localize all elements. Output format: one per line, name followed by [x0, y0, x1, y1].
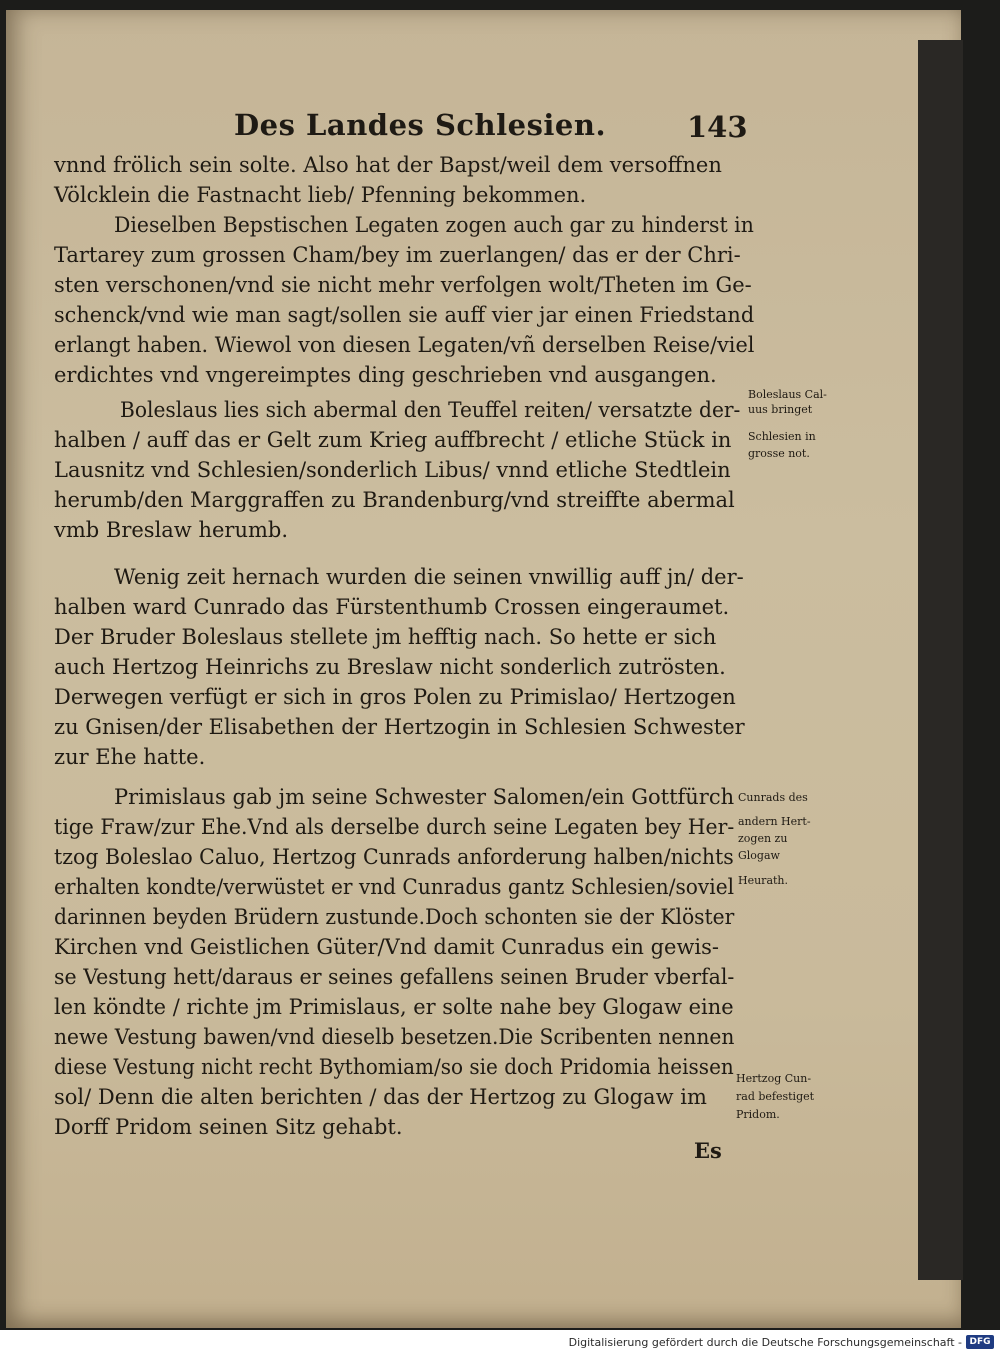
body-line: se Vestung hett/daraus er seines gefallens seinen Bruder vberfal-: [54, 965, 735, 989]
body-line: diese Vestung nicht recht Bythomiam/so sie doch Pridomia heissen: [54, 1055, 734, 1079]
page-number: 143: [687, 110, 748, 144]
body-line: erhalten kondte/verwüstet er vnd Cunradus gantz Schlesien/soviel: [54, 875, 735, 899]
body-line: Boleslaus lies sich abermal den Teuffel reiten/ versatzte der-: [120, 398, 741, 422]
body-line: Wenig zeit hernach wurden die seinen vnwillig auff jn/ der-: [114, 565, 744, 589]
body-line: vmb Breslaw herumb.: [54, 518, 289, 542]
dfg-logo[interactable]: DFG: [966, 1335, 994, 1349]
body-line: sten verschonen/vnd sie nicht mehr verfolgen wolt/Theten im Ge-: [54, 273, 752, 297]
body-line: tige Fraw/zur Ehe.Vnd als derselbe durch seine Legaten bey Her-: [54, 815, 735, 839]
body-line: sol/ Denn die alten berichten / das der Hertzog zu Glogaw im: [54, 1085, 707, 1109]
funding-credit: Digitalisierung gefördert durch die Deutsche Forschungsgemeinschaft -: [568, 1336, 962, 1349]
body-line: erlangt haben. Wiewol von diesen Legaten/vñ derselben Reise/viel: [54, 333, 755, 357]
marginal-note-line: Pridom.: [736, 1108, 780, 1121]
body-line: zur Ehe hatte.: [54, 745, 206, 769]
body-line: Der Bruder Boleslaus stellete jm hefftig nach. So hette er sich: [54, 625, 717, 649]
body-line: schenck/vnd wie man sagt/sollen sie auff vier jar einen Friedstand: [54, 303, 755, 327]
body-line: Völcklein die Fastnacht lieb/ Pfenning bekommen.: [54, 183, 587, 207]
marginal-note-line: Cunrads des: [738, 791, 808, 804]
body-line: Primislaus gab jm seine Schwester Salomen/ein Gottfürch: [114, 785, 735, 809]
marginal-note-line: andern Hert-: [738, 815, 811, 828]
footer-bar: [0, 1330, 1000, 1354]
marginal-note-line: Boleslaus Cal-: [748, 388, 827, 401]
running-head: Des Landes Schlesien.: [234, 108, 607, 142]
body-line: Lausnitz vnd Schlesien/sonderlich Libus/ vnnd etliche Stedtlein: [54, 458, 731, 482]
body-line: erdichtes vnd vngereimptes ding geschrieben vnd ausgangen.: [54, 363, 717, 387]
body-line: herumb/den Marggraffen zu Brandenburg/vnd streiffte abermal: [54, 488, 735, 512]
body-line: auch Hertzog Heinrichs zu Breslaw nicht sonderlich zutrösten.: [54, 655, 726, 679]
body-line: Tartarey zum grossen Cham/bey im zuerlangen/ das er der Chri-: [54, 243, 741, 267]
marginal-note-line: Glogaw: [738, 849, 780, 862]
marginal-note-line: grosse not.: [748, 447, 810, 460]
body-line: halben ward Cunrado das Fürstenthumb Crossen eingeraumet.: [54, 595, 730, 619]
body-line: newe Vestung bawen/vnd dieselb besetzen.Die Scribenten nennen: [54, 1025, 735, 1049]
marginal-note-line: uus bringet: [748, 403, 813, 416]
marginal-note-line: Heurath.: [738, 874, 789, 887]
marginal-note-line: Schlesien in: [748, 430, 816, 443]
body-line: Dorff Pridom seinen Sitz gehabt.: [54, 1115, 403, 1139]
body-line: vnnd frölich sein solte. Also hat der Bapst/weil dem versoffnen: [54, 153, 722, 177]
page-edge-shadow: [918, 40, 963, 1280]
body-line: zu Gnisen/der Elisabethen der Hertzogin in Schlesien Schwester: [54, 715, 745, 739]
body-line: len köndte / richte jm Primislaus, er solte nahe bey Glogaw eine: [54, 995, 734, 1019]
marginal-note-line: Hertzog Cun-: [736, 1072, 812, 1085]
body-line: halben / auff das er Gelt zum Krieg auffbrecht / etliche Stück in: [54, 428, 732, 452]
book-page: [6, 10, 961, 1328]
body-line: Derwegen verfügt er sich in gros Polen zu Primislao/ Hertzogen: [54, 685, 736, 709]
body-line: Kirchen vnd Geistlichen Güter/Vnd damit Cunradus ein gewis-: [54, 935, 720, 959]
marginal-note-line: rad befestiget: [736, 1090, 815, 1103]
marginal-note-line: zogen zu: [738, 832, 788, 845]
body-line: darinnen beyden Brüdern zustunde.Doch schonten sie der Klöster: [54, 905, 735, 929]
catchword: Es: [694, 1138, 722, 1163]
body-line: Dieselben Bepstischen Legaten zogen auch gar zu hinderst in: [114, 213, 754, 237]
body-line: tzog Boleslao Caluo, Hertzog Cunrads anforderung halben/nichts: [54, 845, 734, 869]
